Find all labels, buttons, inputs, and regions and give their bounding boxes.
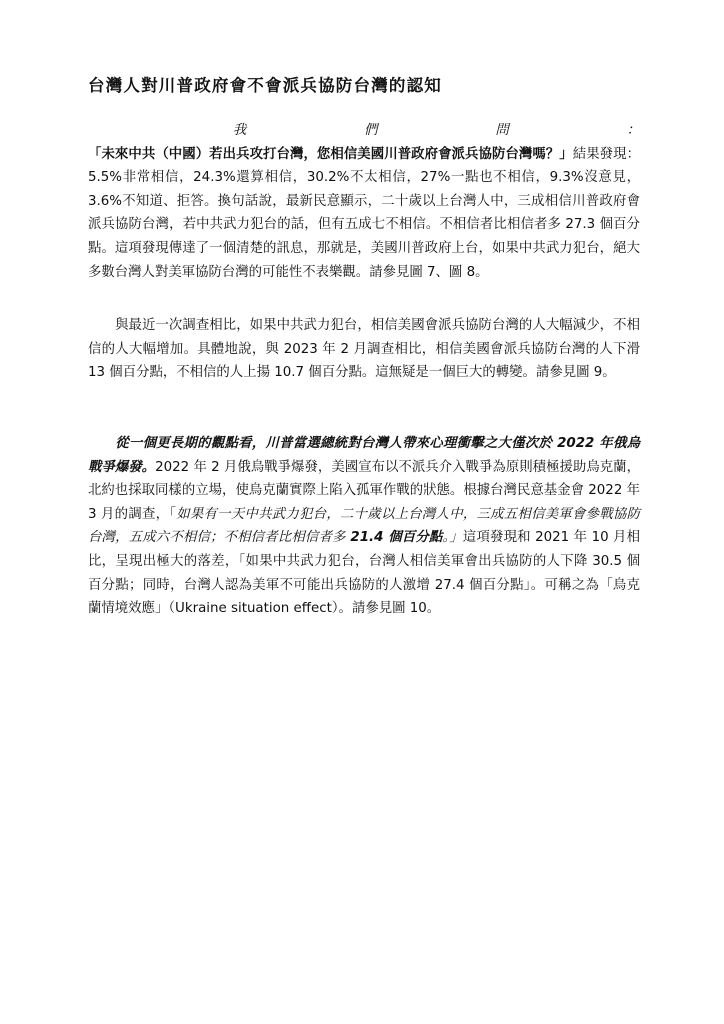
paragraph-3-body-b: 這項發現和 2021 年 10 月相比，呈現出極大的落差，「如果中共武力犯台，台灣人相信美軍會出兵協防的人下降 30.5 個百分點；同時，台灣人認為美軍不可能出兵協防的人激增 27.4 個百分點」。可稱之為「烏克蘭情境效應」（Ukraine situation effect）。請參見圖 10。 [88,530,640,617]
paragraph-2-body: 與最近一次調查相比，如果中共武力犯台，相信美國會派兵協防台灣的人大幅減少，不相信的人大幅增加。具體地說，與 2023 年 2 月調查相比，相信美國會派兵協防台灣的人下滑 13 個百分點，不相信的人上揚 10.7 個百分點。這無疑是一個巨大的轉變。請參見圖 9。 [88,318,640,381]
paragraph-comparison [88,314,640,385]
question-lead: 我們問： [115,123,640,138]
paragraph-long-term [88,432,640,621]
document-title: 台灣人對川普政府會不會派兵協防台灣的認知 [88,76,442,95]
paragraph-3-body-a: 2022 年 2 月俄烏戰爭爆發，美國宣布以不派兵介入戰爭為原則積極援助烏克蘭，北約也採取同樣的立場，使烏克蘭實際上陷入孤軍作戰的狀態。根據台灣民意基金會 2022 年 3 月的調查，「 [88,459,640,522]
paragraph-survey-question [88,119,640,284]
survey-quote-figure: 21.4 個百分點 [345,530,443,546]
paragraph-3-lead: 從一個更長期的觀點看，川普當選總統對台灣人帶來心理衝擊之大僅次於 2022 年俄烏戰爭爆發。 [88,436,640,475]
survey-quote-end: 。」 [442,530,463,546]
question-text: 「未來中共（中國）若出兵攻打台灣，您相信美國川普政府會派兵協防台灣嗎？」 [88,146,573,162]
survey-quote: 如果有一天中共武力犯台，二十歲以上台灣人中，三成五相信美軍會參戰協防台灣，五成六不相信；不相信者比相信者多 [88,506,641,546]
paragraph-1-body: 結果發現：5.5%非常相信，24.3%還算相信，30.2%不太相信，27%一點也不相信，9.3%沒意見，3.6%不知道、拒答。換句話說，最新民意顯示，二十歲以上台灣人中，三成相信川普政府會派兵協防台灣，若中共武力犯台的話，但有五成七不相信。不相信者比相信者多 27.3 個百分點。這項發現傳達了一個清楚的訊息，那就是，美國川普政府上台，如果中共武力犯台，絕大多數台灣人對美軍協防台灣的可能性不表樂觀。請參見圖 7、圖 8。 [88,146,641,280]
